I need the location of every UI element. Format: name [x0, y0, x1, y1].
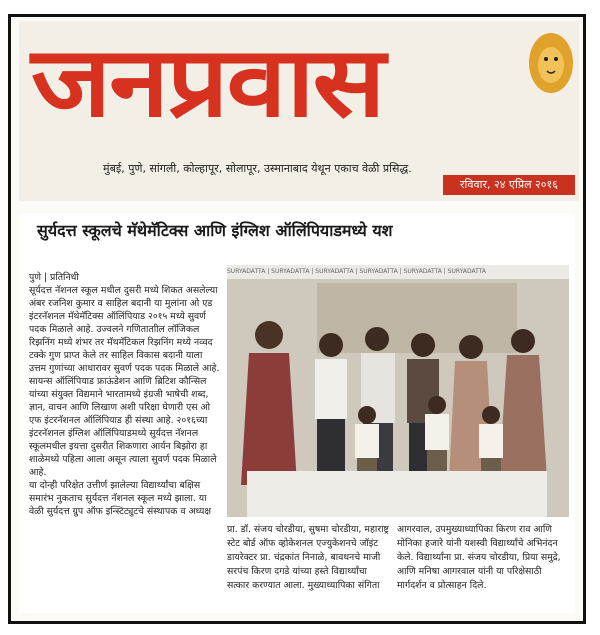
article-column-1	[29, 271, 221, 518]
newspaper-title: जनप्रवास	[31, 26, 384, 139]
photo-banner: SURYADATTA | SURYADATTA | SURYADATTA | SURYADATTA | SURYADATTA | SURYADATTA	[227, 265, 569, 279]
bottom-column-2: आगरवाल, उपमुख्याध्यापिका किरण राव आणि मोनिका हजारे यांनी यशस्वी विद्यार्थ्यांचे अभिनंदन केले. विद्यार्थ्यांना प्रा. संजय चोरडीया, प्रिया समुद्रे, आणि मनिषा आगरवाल यांनी या परिक्षेसाठी मार्गदर्शन व प्रोत्साहन दिले.	[397, 524, 561, 591]
student-3	[479, 406, 503, 480]
issue-date: रविवार, २४ एप्रिल २०१६	[443, 175, 575, 195]
dateline: पुणे | प्रतिनिधी	[29, 272, 79, 283]
lion-mascot-icon	[527, 29, 575, 99]
award-photo	[227, 265, 569, 517]
paragraph-1: सूर्यदत्त नॅशनल स्कूल मधील दुसरी मध्ये शिकत असलेल्या अंबर रजनिश कुमार व साहिल बदानी या मुलांना ओ एड इंटरनॅशनल मॅथेमॅटिक्स ऑलिंपियाड २०१५ मध्ये सुवर्ण पदक मिळाले आहे. उज्वलने गणिताताील लॉजिकल रिझनिंग मध्ये शंभर तर मॅथमॅटिकल रिझनिंग मध्ये नव्वद टक्के गुण प्राप्त केले तर साहिल विकास बदानी याला उत्तम गुणांच्या आधारावर सुवर्ण पदक पदक मिळाले आहे.	[29, 285, 220, 374]
student-1	[355, 406, 379, 480]
bottom-column-1: प्रा. डॉ. संजय चोरडीया, सुषमा चोरडीया, महाराष्ट्र स्टेट बोर्ड ऑफ व्होकेशनल एज्युकेशनचे जॉइंट डायरेक्टर प्रा. चंद्रकांत निनाळे, बावधनचे माजी सरपंच किरण दगडे यांच्या हस्ते विद्यार्थ्यांचा सत्कार करण्यात आला. मुख्याध्यापिका संगिता	[227, 524, 389, 591]
article	[19, 213, 575, 613]
group-photo-illustration	[227, 265, 569, 517]
paragraph-3: या दोन्ही परिक्षेत उत्तीर्ण झालेल्या विद्यार्थ्यांचा बक्षिस समारंभ नुकताच सुर्यदत्त नॅशनल स्कूल मध्ये झाला. या वेळी सुर्यदत्त ग्रुप ऑफ इन्स्टिट्युटचे संस्थापक व अध्यक्ष	[29, 480, 212, 517]
article-headline: सुर्यदत्त स्कूलचे मॅथेमॅटिक्स आणि इंग्लिश ऑलिंपियाडमध्ये यश	[37, 221, 393, 240]
student-2	[425, 396, 449, 474]
paragraph-2: सायन्स ऑलिंपियाड फ्राऊंडेशन आणि ब्रिटिश कौन्सिल यांच्या संयुक्त विद्यमाने भारतामध्ये इंग्रजी भाषेची शब्द, ज्ञान, वाचन आणि लिखाण अशी परिक्षा घेणारी एस ओ एफ इंटरनॅशनल ऑलिंपियाड ही संस्था आहे. २०१६च्या इंटरनॅशनल इंग्लिश ऑलिंपियाडमध्ये सुर्यदत्त नॅशनल स्कूलमधील इयत्ता दुसरीत शिकणारा आर्यन बिझोरा हा शाळेमध्ये पहिला आला असून त्याला सुवर्ण पदक मिळाले आहे.	[29, 376, 217, 478]
masthead	[19, 21, 579, 201]
editions-line: मुंबई, पुणे, सांगली, कोल्हापूर, सोलापूर, उस्मानाबाद येथून एकाच वेळी प्रसिद्ध.	[103, 162, 412, 175]
clipping-frame	[8, 14, 586, 624]
stage-podium	[247, 471, 547, 517]
